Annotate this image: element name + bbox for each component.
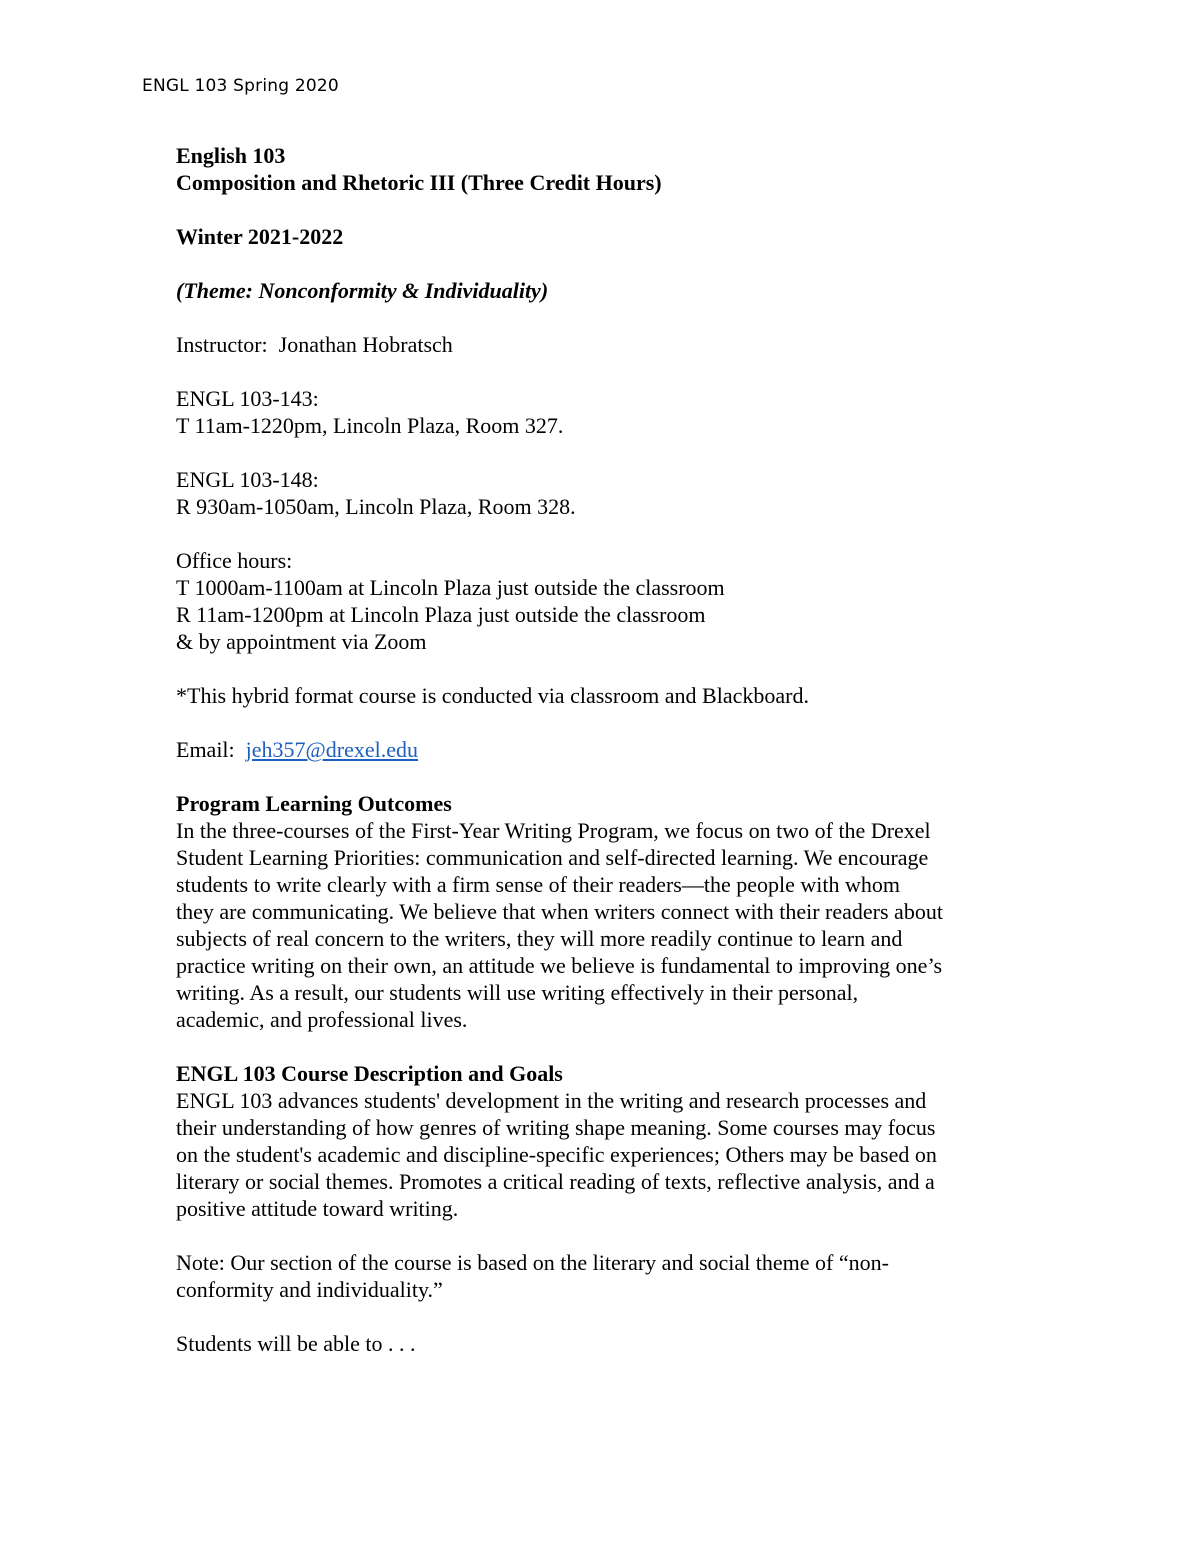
spacer: [176, 196, 1016, 223]
paragraph-line: they are communicating. We believe that when writers connect with their readers about: [176, 899, 943, 924]
paragraph-line: conformity and individuality.”: [176, 1277, 443, 1302]
running-head: ENGL 103 Spring 2020: [142, 76, 339, 96]
course-term: Winter 2021-2022: [176, 224, 344, 249]
paragraph-line: Student Learning Priorities: communication and self-directed learning. We encourage: [176, 845, 929, 870]
instructor-line: [176, 331, 1016, 358]
course-number: English 103: [176, 143, 286, 168]
program-outcomes-heading: Program Learning Outcomes: [176, 791, 452, 816]
section-schedule: T 11am-1220pm, Lincoln Plaza, Room 327.: [176, 413, 564, 438]
course-title: Composition and Rhetoric III (Three Credit Hours): [176, 170, 662, 195]
office-hours-line: R 11am-1200pm at Lincoln Plaza just outside the classroom: [176, 602, 706, 627]
spacer: [176, 1033, 1016, 1060]
office-hours-line: T 1000am-1100am at Lincoln Plaza just outside the classroom: [176, 575, 725, 600]
program-outcomes-paragraph: [176, 817, 1016, 1033]
course-theme: (Theme: Nonconformity & Individuality): [176, 278, 549, 303]
section-code: ENGL 103-148:: [176, 467, 319, 492]
office-hours-label: Office hours:: [176, 548, 293, 573]
spacer: [176, 358, 1016, 385]
paragraph-line: In the three-courses of the First-Year Writing Program, we focus on two of the Drexel: [176, 818, 931, 843]
paragraph-line: literary or social themes. Promotes a critical reading of texts, reflective analysis, and a: [176, 1169, 935, 1194]
section-code: ENGL 103-143:: [176, 386, 319, 411]
instructor-label: Instructor:: [176, 332, 268, 357]
paragraph-line: students to write clearly with a firm sense of their readers—the people with whom: [176, 872, 900, 897]
paragraph-line: subjects of real concern to the writers, they will more readily continue to learn and: [176, 926, 903, 951]
spacer: [176, 655, 1016, 682]
spacer: [176, 250, 1016, 277]
email-label: Email:: [176, 737, 235, 762]
course-description-heading: ENGL 103 Course Description and Goals: [176, 1061, 563, 1086]
spacer: [176, 439, 1016, 466]
instructor-name: Jonathan Hobratsch: [278, 332, 453, 357]
spacer: [176, 304, 1016, 331]
section-schedule: R 930am-1050am, Lincoln Plaza, Room 328.: [176, 494, 576, 519]
spacer: [176, 763, 1016, 790]
spacer: [176, 520, 1016, 547]
paragraph-line: academic, and professional lives.: [176, 1007, 468, 1032]
paragraph-line: positive attitude toward writing.: [176, 1196, 459, 1221]
office-hours-line: & by appointment via Zoom: [176, 629, 427, 654]
email-line: [176, 736, 1016, 763]
paragraph-line: practice writing on their own, an attitude we believe is fundamental to improving one’s: [176, 953, 943, 978]
spacer: [176, 1303, 1016, 1330]
closing-line: Students will be able to . . .: [176, 1331, 416, 1356]
paragraph-line: ENGL 103 advances students' development in the writing and research processes and: [176, 1088, 927, 1113]
document-body: [176, 142, 1016, 1357]
paragraph-line: Note: Our section of the course is based on the literary and social theme of “non-: [176, 1250, 889, 1275]
note-paragraph: [176, 1249, 1016, 1303]
email-link[interactable]: jeh357@drexel.edu: [245, 737, 419, 762]
spacer: [176, 709, 1016, 736]
paragraph-line: writing. As a result, our students will use writing effectively in their personal,: [176, 980, 859, 1005]
format-note: *This hybrid format course is conducted via classroom and Blackboard.: [176, 683, 809, 708]
paragraph-line: their understanding of how genres of writing shape meaning. Some courses may focus: [176, 1115, 936, 1140]
paragraph-line: on the student's academic and discipline-specific experiences; Others may be based on: [176, 1142, 937, 1167]
spacer: [176, 1222, 1016, 1249]
course-description-paragraph: [176, 1087, 1016, 1222]
